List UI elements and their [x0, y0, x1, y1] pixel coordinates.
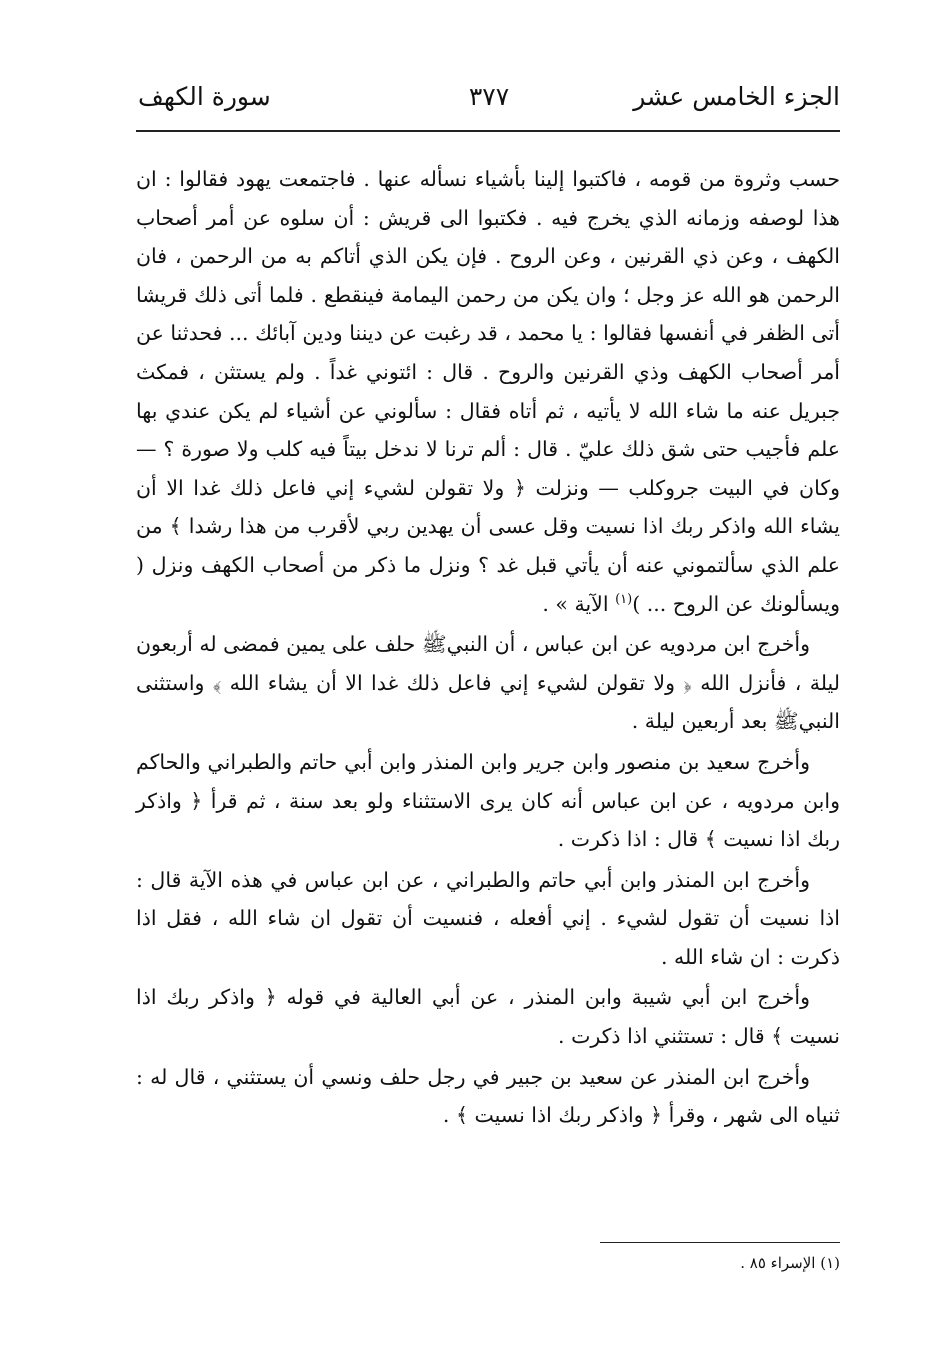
paragraph-3: وأخرج سعيد بن منصور وابن جرير وابن المنذر وابن أبي حاتم والطبراني والحاكم وابن مردويه ، عن ابن عباس أنه كان يرى الاستثناء ولو بعد سنة ، ثم قرأ ﴿ واذكر ربك اذا نسيت ﴾ قال : اذا ذكرت .: [136, 749, 840, 852]
part-title: الجزء الخامس عشر: [633, 82, 840, 111]
paragraph-1: [136, 160, 840, 623]
footnote-divider: [600, 1242, 840, 1243]
paragraph-1-tail: الآية » .: [542, 591, 616, 616]
page-number: ٣٧٧: [468, 82, 510, 111]
footnote: (١) الإسراء ٨٥ .: [740, 1254, 840, 1272]
footnote-marker: (١): [615, 591, 633, 607]
main-text: [136, 160, 840, 1137]
paragraph-2: وأخرج ابن مردويه عن ابن عباس ، أن النبيﷺ حلف على يمين فمضى له أربعون ليلة ، فأنزل الله ﴿ ولا تقولن لشيء إني فاعل ذلك غدا الا أن يشاء الله ﴾ واستثنى النبيﷺ بعد أربعين ليلة .: [136, 632, 840, 734]
paragraph-5: وأخرج ابن أبي شيبة وابن المنذر ، عن أبي العالية في قوله ﴿ واذكر ربك اذا نسيت ﴾ قال : تستثني اذا ذكرت .: [136, 985, 840, 1049]
paragraph-1-text: حسب وثروة من قومه ، فاكتبوا إلينا بأشياء نسأله عنها . فاجتمعت يهود فقالوا : ان هذا لوصفه وزمانه الذي يخرج فيه . فكتبوا الى قريش : أن سلوه عن أمر أصحاب الكهف ، وعن ذي القرنين ، وعن الروح . فإن يكن الذي أتاكم به من الرحمن ، فان الرحمن هو الله عز وجل ؛ وان يكن من رحمن اليمامة فينقطع . فلما أتى ذلك قريشا أتى الظفر في أنفسها فقالوا : يا محمد ، قد رغبت عن ديننا ودين آبائك ... فحدثنا عن أمر أصحاب الكهف وذي القرنين والروح . قال : ائتوني غداً . ولم يستثن ، فمكث جبريل عنه ما شاء الله لا يأتيه ، ثم أتاه فقال : سألوني عن أشياء لم يكن عندي بها علم فأجيب حتى شق ذلك عليّ . قال : ألم ترنا لا ندخل بيتاً فيه كلب ولا صورة ؟ — وكان في البيت جروكلب — ونزلت ﴿ ولا تقولن لشيء إني فاعل ذلك غدا الا أن يشاء الله واذكر ربك اذا نسيت وقل عسى أن يهدين ربي لأقرب من هذا رشدا ﴾ من علم الذي سألتموني عنه أن يأتي قبل غد ؟ ونزل ما ذكر من أصحاب الكهف ونزل ( ويسألونك عن الروح ... ): [136, 167, 840, 616]
surah-title: سورة الكهف: [138, 82, 271, 111]
paragraph-6: وأخرج ابن المنذر عن سعيد بن جبير في رجل حلف ونسي أن يستثني ، قال له : ثنياه الى شهر ، وقرأ ﴿ واذكر ربك اذا نسيت ﴾ .: [136, 1064, 840, 1128]
paragraph-4: وأخرج ابن المنذر وابن أبي حاتم والطبراني ، عن ابن عباس في هذه الآية قال : اذا نسيت أن تقول لشيء . إني أفعله ، فنسيت أن تقول ان شاء الله ، فقل اذا ذكرت : ان شاء الله .: [136, 867, 840, 969]
header-divider: [136, 130, 840, 132]
running-header: [138, 78, 840, 118]
